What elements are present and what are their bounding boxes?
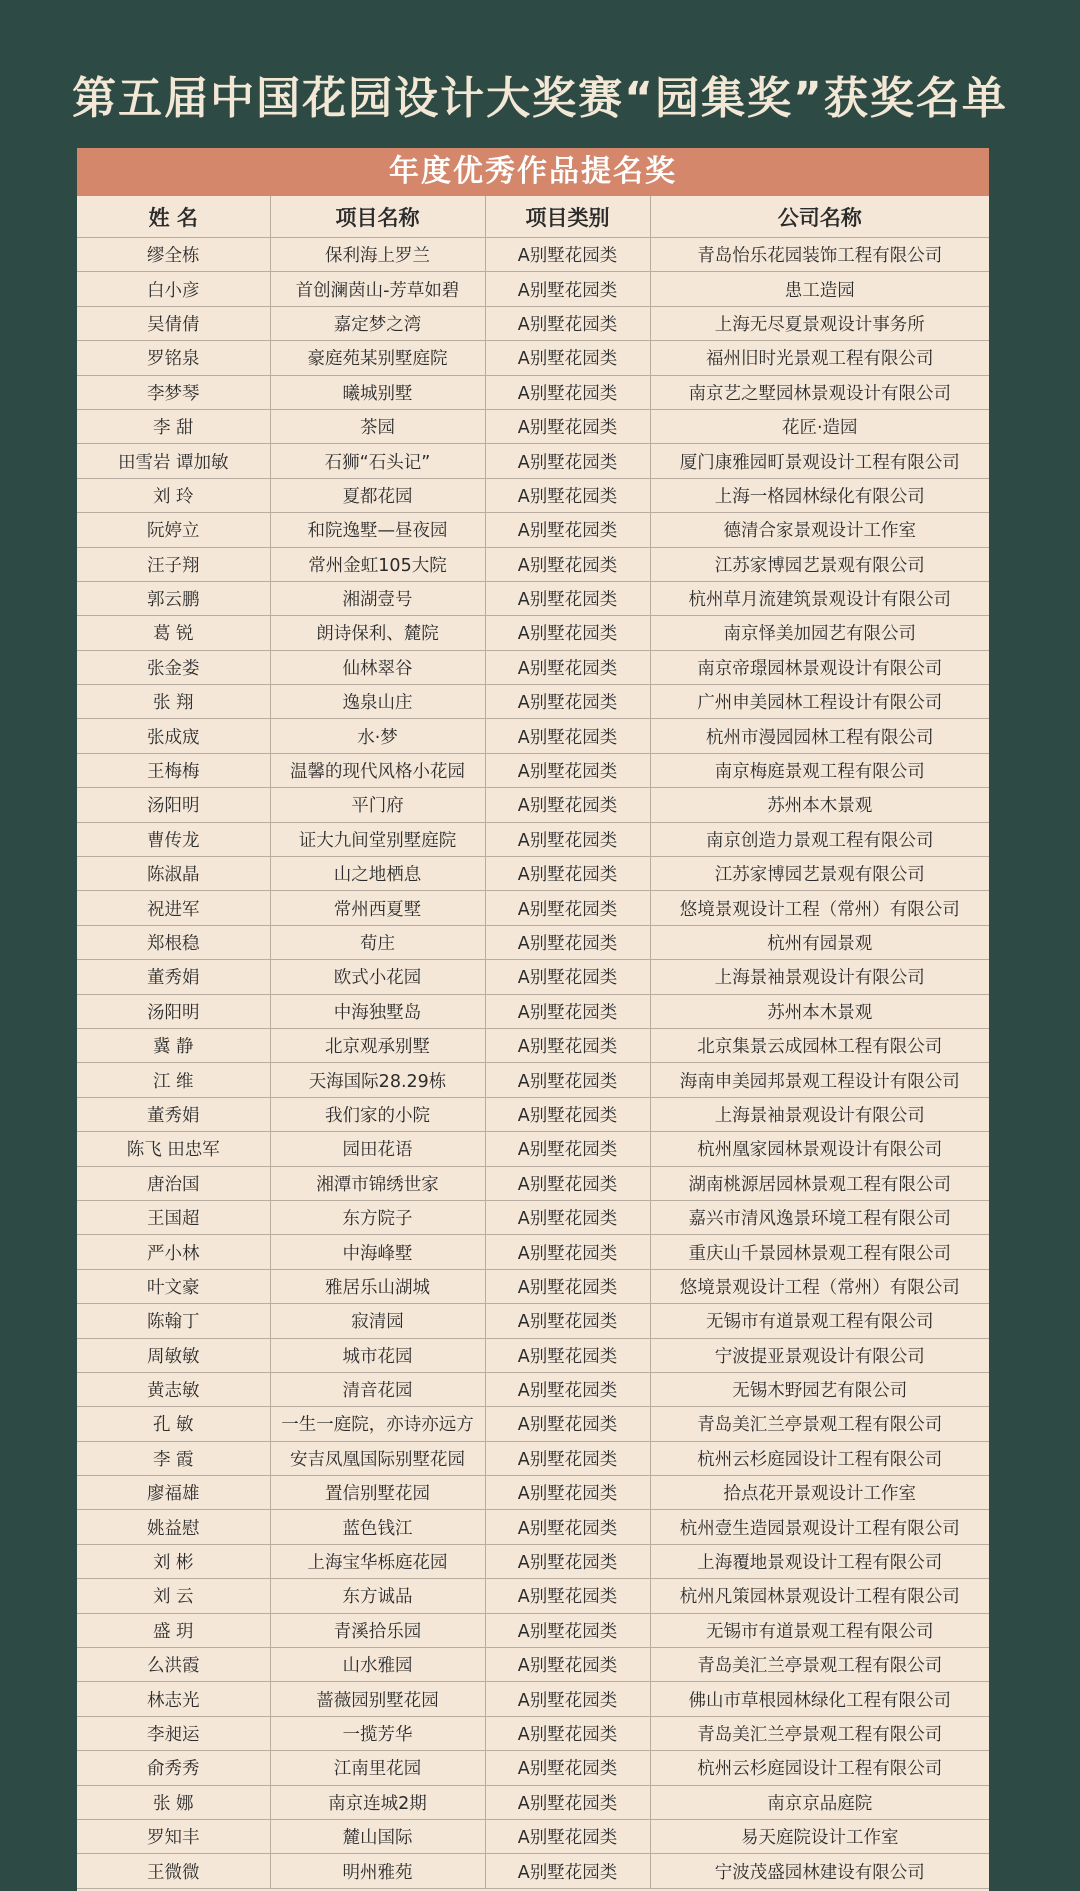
table-row — [77, 478, 989, 512]
table-row — [77, 1579, 989, 1613]
header-category: 项目类别 — [485, 196, 650, 238]
cell-name: 么洪霞 — [77, 1648, 270, 1682]
cell-category: A别墅花园类 — [485, 306, 650, 340]
cell-project: 山水雅园 — [270, 1648, 485, 1682]
cell-category: A别墅花园类 — [485, 1579, 650, 1613]
table-row — [77, 685, 989, 719]
cell-project: 中海独墅岛 — [270, 994, 485, 1028]
cell-project: 山之地栖息 — [270, 857, 485, 891]
cell-name: 姚益慰 — [77, 1510, 270, 1544]
cell-name: 孔 敏 — [77, 1407, 270, 1441]
table-row — [77, 1854, 989, 1888]
cell-project: 东方诚品 — [270, 1579, 485, 1613]
cell-category: A别墅花园类 — [485, 1269, 650, 1303]
cell-company: 杭州市漫园园林工程有限公司 — [650, 719, 989, 753]
table-row — [77, 306, 989, 340]
table-row — [77, 375, 989, 409]
cell-category: A别墅花园类 — [485, 1407, 650, 1441]
cell-category: A别墅花园类 — [485, 1372, 650, 1406]
cell-category: A别墅花园类 — [485, 1235, 650, 1269]
cell-project: 茶园 — [270, 409, 485, 443]
table-row — [77, 1716, 989, 1750]
cell-category: A别墅花园类 — [485, 1544, 650, 1578]
cell-company: 江苏家博园艺景观有限公司 — [650, 547, 989, 581]
cell-category: A别墅花园类 — [485, 1648, 650, 1682]
table-row — [77, 1441, 989, 1475]
cell-name: 田雪岩 谭加敏 — [77, 444, 270, 478]
cell-project: 温馨的现代风格小花园 — [270, 753, 485, 787]
cell-name: 周敏敏 — [77, 1338, 270, 1372]
cell-project: 一生一庭院，亦诗亦远方 — [270, 1407, 485, 1441]
cell-category: A别墅花园类 — [485, 1166, 650, 1200]
cell-project: 蔷薇园别墅花园 — [270, 1682, 485, 1716]
cell-name: 李梦琴 — [77, 375, 270, 409]
cell-name: 刘 云 — [77, 1579, 270, 1613]
table-row — [77, 1544, 989, 1578]
cell-category: A别墅花园类 — [485, 478, 650, 512]
cell-name: 罗铭泉 — [77, 341, 270, 375]
table-row — [77, 1510, 989, 1544]
table-row — [77, 1304, 989, 1338]
table-row — [77, 1269, 989, 1303]
table-row — [77, 1648, 989, 1682]
cell-category: A别墅花园类 — [485, 685, 650, 719]
cell-category: A别墅花园类 — [485, 719, 650, 753]
cell-name: 张 翔 — [77, 685, 270, 719]
cell-project: 置信别墅花园 — [270, 1476, 485, 1510]
cell-category: A别墅花园类 — [485, 238, 650, 272]
cell-company: 悠境景观设计工程（常州）有限公司 — [650, 891, 989, 925]
cell-project: 清音花园 — [270, 1372, 485, 1406]
table-row — [77, 1613, 989, 1647]
cell-name: 王微微 — [77, 1854, 270, 1888]
cell-category: A别墅花园类 — [485, 1785, 650, 1819]
cell-name: 董秀娟 — [77, 1097, 270, 1131]
cell-name: 叶文豪 — [77, 1269, 270, 1303]
cell-project: 荀庄 — [270, 925, 485, 959]
table-row — [77, 822, 989, 856]
cell-company: 南京艺之墅园林景观设计有限公司 — [650, 375, 989, 409]
table-row — [77, 272, 989, 306]
table-row — [77, 547, 989, 581]
cell-company: 嘉兴市清风逸景环境工程有限公司 — [650, 1200, 989, 1234]
table-row — [77, 994, 989, 1028]
cell-company: 悠境景观设计工程（常州）有限公司 — [650, 1269, 989, 1303]
cell-category: A别墅花园类 — [485, 960, 650, 994]
cell-company: 广州申美园林工程设计有限公司 — [650, 685, 989, 719]
cell-company: 南京怿美加园艺有限公司 — [650, 616, 989, 650]
cell-project: 城市花园 — [270, 1338, 485, 1372]
cell-category: A别墅花园类 — [485, 822, 650, 856]
cell-category: A别墅花园类 — [485, 1097, 650, 1131]
cell-category: A别墅花园类 — [485, 375, 650, 409]
cell-category: A别墅花园类 — [485, 1819, 650, 1853]
cell-project: 湘潭市锦绣世家 — [270, 1166, 485, 1200]
cell-project: 园田花语 — [270, 1132, 485, 1166]
cell-name: 郭云鹏 — [77, 581, 270, 615]
cell-project: 嘉定梦之湾 — [270, 306, 485, 340]
cell-project: 东方院子 — [270, 1200, 485, 1234]
cell-project: 天海国际28.29栋 — [270, 1063, 485, 1097]
cell-project: 逸泉山庄 — [270, 685, 485, 719]
cell-name: 陈飞 田忠军 — [77, 1132, 270, 1166]
cell-name: 李昶运 — [77, 1716, 270, 1750]
cell-name: 王国超 — [77, 1200, 270, 1234]
cell-project: 常州西夏墅 — [270, 891, 485, 925]
table-row — [77, 581, 989, 615]
table-row — [77, 788, 989, 822]
cell-project: 常州金虹105大院 — [270, 547, 485, 581]
cell-name: 缪全栋 — [77, 238, 270, 272]
cell-project: 石狮“石头记” — [270, 444, 485, 478]
cell-company: 苏州本木景观 — [650, 788, 989, 822]
cell-project: 湘湖壹号 — [270, 581, 485, 615]
cell-name: 刘 彬 — [77, 1544, 270, 1578]
table-row — [77, 857, 989, 891]
table-row — [77, 1476, 989, 1510]
cell-category: A别墅花园类 — [485, 994, 650, 1028]
cell-company: 上海一格园林绿化有限公司 — [650, 478, 989, 512]
cell-project: 水·梦 — [270, 719, 485, 753]
cell-category: A别墅花园类 — [485, 409, 650, 443]
cell-company: 无锡木野园艺有限公司 — [650, 1372, 989, 1406]
cell-category: A别墅花园类 — [485, 1510, 650, 1544]
cell-company: 南京创造力景观工程有限公司 — [650, 822, 989, 856]
cell-category: A别墅花园类 — [485, 1132, 650, 1166]
cell-company: 杭州云杉庭园设计工程有限公司 — [650, 1751, 989, 1785]
table-row — [77, 1132, 989, 1166]
header-project: 项目名称 — [270, 196, 485, 238]
cell-company: 南京梅庭景观工程有限公司 — [650, 753, 989, 787]
header-company: 公司名称 — [650, 196, 989, 238]
cell-company: 青岛美汇兰亭景观工程有限公司 — [650, 1407, 989, 1441]
cell-name: 汤阳明 — [77, 788, 270, 822]
cell-name: 王梅梅 — [77, 753, 270, 787]
cell-project: 和院逸墅—昼夜园 — [270, 513, 485, 547]
cell-name: 林志光 — [77, 1682, 270, 1716]
cell-category: A别墅花园类 — [485, 1441, 650, 1475]
table-row — [77, 753, 989, 787]
table-row — [77, 513, 989, 547]
cell-category: A别墅花园类 — [485, 1200, 650, 1234]
cell-category: A别墅花园类 — [485, 1476, 650, 1510]
cell-category: A别墅花园类 — [485, 1682, 650, 1716]
table-row — [77, 1235, 989, 1269]
table-row — [77, 341, 989, 375]
table-row — [77, 1751, 989, 1785]
cell-company: 杭州壹生造园景观设计工程有限公司 — [650, 1510, 989, 1544]
cell-category: A别墅花园类 — [485, 1716, 650, 1750]
table-row — [77, 1819, 989, 1853]
cell-company: 南京帝璟园林景观设计有限公司 — [650, 650, 989, 684]
cell-project: 青溪拾乐园 — [270, 1613, 485, 1647]
cell-name: 陈淑晶 — [77, 857, 270, 891]
cell-project: 朗诗保利、麓院 — [270, 616, 485, 650]
cell-company: 杭州凰家园林景观设计有限公司 — [650, 1132, 989, 1166]
cell-company: 青岛美汇兰亭景观工程有限公司 — [650, 1648, 989, 1682]
cell-category: A别墅花园类 — [485, 513, 650, 547]
cell-company: 江苏家博园艺景观有限公司 — [650, 857, 989, 891]
cell-category: A别墅花园类 — [485, 1613, 650, 1647]
cell-company: 宁波茂盛园林建设有限公司 — [650, 1854, 989, 1888]
table-row — [77, 1028, 989, 1062]
cell-company: 无锡市有道景观工程有限公司 — [650, 1613, 989, 1647]
cell-name: 吴倩倩 — [77, 306, 270, 340]
table-row — [77, 238, 989, 272]
cell-name: 陈翰丁 — [77, 1304, 270, 1338]
cell-project: 首创澜茵山-芳草如碧 — [270, 272, 485, 306]
cell-company: 杭州有园景观 — [650, 925, 989, 959]
cell-name: 江 维 — [77, 1063, 270, 1097]
cell-project: 蓝色钱江 — [270, 1510, 485, 1544]
cell-company: 拾点花开景观设计工作室 — [650, 1476, 989, 1510]
cell-project: 欧式小花园 — [270, 960, 485, 994]
cell-category: A别墅花园类 — [485, 925, 650, 959]
cell-name: 冀 静 — [77, 1028, 270, 1062]
table-header-row — [77, 196, 989, 238]
table-row — [77, 1682, 989, 1716]
cell-category: A别墅花园类 — [485, 547, 650, 581]
table-row — [77, 1063, 989, 1097]
cell-name: 刘 玲 — [77, 478, 270, 512]
cell-company: 青岛美汇兰亭景观工程有限公司 — [650, 1716, 989, 1750]
cell-company: 海南申美园邦景观工程设计有限公司 — [650, 1063, 989, 1097]
cell-name: 廖福雄 — [77, 1476, 270, 1510]
cell-company: 无锡市有道景观工程有限公司 — [650, 1304, 989, 1338]
cell-category: A别墅花园类 — [485, 788, 650, 822]
cell-name: 唐治国 — [77, 1166, 270, 1200]
cell-company: 青岛怡乐花园装饰工程有限公司 — [650, 238, 989, 272]
cell-name: 郑根稳 — [77, 925, 270, 959]
table-row — [77, 925, 989, 959]
cell-project: 上海宝华栎庭花园 — [270, 1544, 485, 1578]
cell-project: 夏都花园 — [270, 478, 485, 512]
table-row — [77, 891, 989, 925]
cell-name: 罗知丰 — [77, 1819, 270, 1853]
table-row — [77, 1338, 989, 1372]
cell-name: 俞秀秀 — [77, 1751, 270, 1785]
cell-company: 福州旧时光景观工程有限公司 — [650, 341, 989, 375]
cell-category: A别墅花园类 — [485, 341, 650, 375]
cell-project: 雅居乐山湖城 — [270, 1269, 485, 1303]
table-row — [77, 1372, 989, 1406]
cell-name: 汪子翔 — [77, 547, 270, 581]
cell-category: A别墅花园类 — [485, 1338, 650, 1372]
cell-category: A别墅花园类 — [485, 272, 650, 306]
cell-name: 白小彦 — [77, 272, 270, 306]
cell-company: 苏州本木景观 — [650, 994, 989, 1028]
cell-project: 豪庭苑某别墅庭院 — [270, 341, 485, 375]
table-row — [77, 650, 989, 684]
cell-project: 证大九间堂别墅庭院 — [270, 822, 485, 856]
cell-project: 我们家的小院 — [270, 1097, 485, 1131]
table-row — [77, 719, 989, 753]
cell-project: 保利海上罗兰 — [270, 238, 485, 272]
header-name: 姓 名 — [77, 196, 270, 238]
cell-company: 上海景袖景观设计有限公司 — [650, 960, 989, 994]
cell-name: 葛 锐 — [77, 616, 270, 650]
cell-name: 李 霞 — [77, 1441, 270, 1475]
table-row — [77, 1407, 989, 1441]
cell-name: 曹传龙 — [77, 822, 270, 856]
cell-name: 祝进军 — [77, 891, 270, 925]
cell-company: 佛山市草根园林绿化工程有限公司 — [650, 1682, 989, 1716]
cell-name: 张 娜 — [77, 1785, 270, 1819]
cell-category: A别墅花园类 — [485, 857, 650, 891]
cell-name: 盛 玥 — [77, 1613, 270, 1647]
cell-project: 一揽芳华 — [270, 1716, 485, 1750]
cell-name: 严小林 — [77, 1235, 270, 1269]
cell-company: 易天庭院设计工作室 — [650, 1819, 989, 1853]
cell-name: 张金娄 — [77, 650, 270, 684]
table-row — [77, 444, 989, 478]
cell-company: 北京集景云成园林工程有限公司 — [650, 1028, 989, 1062]
cell-project: 麓山国际 — [270, 1819, 485, 1853]
cell-category: A别墅花园类 — [485, 444, 650, 478]
cell-company: 上海无尽夏景观设计事务所 — [650, 306, 989, 340]
table-row — [77, 960, 989, 994]
table-row — [77, 616, 989, 650]
cell-name: 黄志敏 — [77, 1372, 270, 1406]
cell-project: 曦城别墅 — [270, 375, 485, 409]
cell-company: 重庆山千景园林景观工程有限公司 — [650, 1235, 989, 1269]
cell-category: A别墅花园类 — [485, 753, 650, 787]
cell-category: A别墅花园类 — [485, 1063, 650, 1097]
cell-category: A别墅花园类 — [485, 1751, 650, 1785]
winners-table — [77, 196, 989, 1889]
cell-category: A别墅花园类 — [485, 1304, 650, 1338]
cell-project: 仙林翠谷 — [270, 650, 485, 684]
table-row — [77, 409, 989, 443]
cell-project: 平门府 — [270, 788, 485, 822]
cell-category: A别墅花园类 — [485, 581, 650, 615]
cell-category: A别墅花园类 — [485, 650, 650, 684]
cell-company: 杭州草月流建筑景观设计有限公司 — [650, 581, 989, 615]
table-row — [77, 1166, 989, 1200]
cell-company: 上海景袖景观设计有限公司 — [650, 1097, 989, 1131]
table-row — [77, 1785, 989, 1819]
cell-company: 患工造园 — [650, 272, 989, 306]
cell-project: 寂清园 — [270, 1304, 485, 1338]
cell-company: 杭州凡策园林景观设计工程有限公司 — [650, 1579, 989, 1613]
cell-company: 德清合家景观设计工作室 — [650, 513, 989, 547]
cell-category: A别墅花园类 — [485, 1028, 650, 1062]
cell-name: 董秀娟 — [77, 960, 270, 994]
cell-project: 江南里花园 — [270, 1751, 485, 1785]
table-row — [77, 1097, 989, 1131]
cell-company: 杭州云杉庭园设计工程有限公司 — [650, 1441, 989, 1475]
page-title: 第五届中国花园设计大奖赛“园集奖”获奖名单 — [72, 73, 1008, 124]
cell-project: 北京观承别墅 — [270, 1028, 485, 1062]
cell-name: 李 甜 — [77, 409, 270, 443]
cell-project: 安吉凤凰国际别墅花园 — [270, 1441, 485, 1475]
cell-project: 明州雅苑 — [270, 1854, 485, 1888]
cell-company: 南京京品庭院 — [650, 1785, 989, 1819]
cell-company: 宁波提亚景观设计有限公司 — [650, 1338, 989, 1372]
cell-project: 中海峰墅 — [270, 1235, 485, 1269]
award-panel — [77, 148, 989, 1891]
cell-project: 南京连城2期 — [270, 1785, 485, 1819]
cell-company: 厦门康雅园町景观设计工程有限公司 — [650, 444, 989, 478]
cell-company: 上海覆地景观设计工程有限公司 — [650, 1544, 989, 1578]
cell-name: 汤阳明 — [77, 994, 270, 1028]
cell-category: A别墅花园类 — [485, 616, 650, 650]
cell-company: 湖南桃源居园林景观工程有限公司 — [650, 1166, 989, 1200]
table-row — [77, 1200, 989, 1234]
section-banner: 年度优秀作品提名奖 — [77, 148, 989, 196]
cell-company: 花匠·造园 — [650, 409, 989, 443]
cell-category: A别墅花园类 — [485, 891, 650, 925]
cell-name: 张成宬 — [77, 719, 270, 753]
cell-category: A别墅花园类 — [485, 1854, 650, 1888]
cell-name: 阮婷立 — [77, 513, 270, 547]
